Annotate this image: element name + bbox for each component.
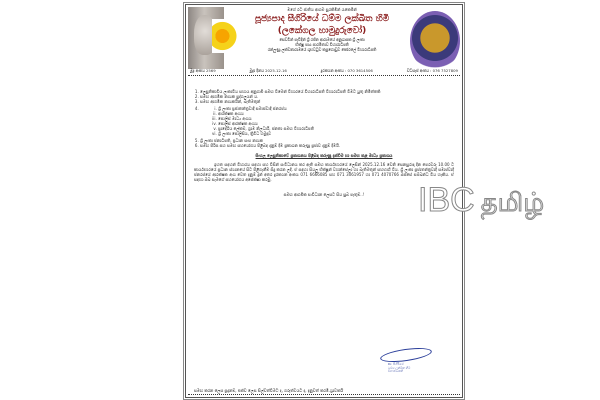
dharma-wheel-logo [212,19,238,53]
list-item: ii. ආරක්ෂක අංශය [218,111,454,116]
reference-number: මුද්‍ර අංකය 2569 [190,68,216,73]
letterhead-subtitle-1: සෙව්වින් පැවිදින් ශ්‍රී රජින ආරාමයේ අනුශාසක ශ්‍රී ලංකා [279,37,365,42]
recipient-list [194,89,454,148]
letterhead-title: පූජ්‍යපාද සීගිරියේ ධම්ම ලක්ඛිත හිමි [254,14,390,24]
list-item: vi. ශ්‍රී ලංකා පොලිසිය, ත්‍රිවිධ හමුදාව [218,131,454,136]
letterhead-subtitle-3: රන්ලුණු ලක්වනාරාමයේ ශුභවටුව කපුගොඩුව කෝරලේ විහාරාධිපති [267,47,377,52]
stamp-line: Dr. සීගිරියේ [388,362,404,366]
phone-number: දුරකථන අංකය : 070 3614506 [320,68,373,73]
letterhead-title-2: (ලකේගල හාමුදුරුවෝ) [277,26,367,36]
letterhead-subtitle-2: භික්ෂු පාඨ පාරමිතාව විහාරාධිපති [295,42,349,47]
signature-stamp [388,363,410,374]
temple-crest-logo [410,11,460,71]
letter-footer: සමඟ කරන ලෙස සූදානම්, එක්ව ලෙස සිල්වත්වීමට ද, ගරුත්වයට ද, දැනුවත් කරමි.ශ්‍රාවකයි [194,388,344,393]
letter-subject: සිංහල ලෙසුතිකාවේ ප්‍රකාශනය පිළිබඳ කරුණු දැක්වීම හා සමඟ කළ මාධ්‍ය ප්‍රකාශය [255,153,393,158]
list-item: i. 4. ශ්‍රී ලංකා ප්‍රජාතන්ත්‍රවාදී සමාජවාදී ජනරජය [218,106,454,111]
letter-meta [190,68,458,73]
list-item: v. ප්‍රාදේශීය ලේකම්, ග්‍රාම නිලධාරී, ජනතා සමඟ විහාරාධිපති [218,126,454,131]
sub-list [200,106,454,136]
watermark-tamil: தமிழ் [480,187,545,217]
letter-body [194,89,454,197]
list-item: 2. සමඟ ආගමික නායක පුද්ගලයන් ය. [200,94,454,99]
letterhead [236,7,408,52]
divider [188,75,460,76]
watermark-brand: IBC [418,181,475,219]
letter-paragraph: ඉහත සඳහන් විහාරය සඳහා සහ විසින් සංවිධානය කර ඇති සමඟ කාර්යභාරයේ ලෙසින් 2025.12.16 වෙනි සෙනසුරාදා දින පෙරවරු 10.00 ට කාර්යභාරයේ ප්‍රධාන ස්ථානයේ සිට පිළිගැනීම සිදු කරන ලදී. ඒ සඳහා සියලු භික්ෂූන් වහන්සේලා හා බැතිමතුන් සහභාගී විය. ශ්‍රී ලංකා ප්‍රජාතන්ත්‍රවාදී සමාජවාදී ජනරජයේ ආරක්ෂක අංශ වෙත දැනුම් දුන් අතර දුරකථන අංකය 071 6666085 සහ 071 3061957 හා 071 4070766 ඔස්සේ සම්බන්ධ විය හැකිය. ඒ සඳහා ඔබ සැමගේ සහයෝගය අපේක්ෂා කරමු. [194,162,454,182]
ibc-tamil-watermark [418,180,544,222]
list-item: 1. ලෙසුතිකාවිය ලංකාවිය සහාය අනුගාමී සමඟ වීමෙන් විහාරයේ විහාරාධිපති විහාරාධිපති වීමට යුතු නිමිත්තකි [200,89,454,94]
letter-date: මුද්‍රා දිනය 2025.12.16 [249,68,287,73]
letterhead-motto: මගේ රට ජාතිය ආගම සුරකිමින් රැකෙමින් [287,7,357,12]
footer-divider [188,394,460,399]
whatsapp-number: වට්සැප් අංකය : 076 7527809 [406,68,458,73]
list-item: 6. සමඟ පිරිස සහ සමඟ සහයෝගය පිළිබඳ දැනුම් දීම ප්‍රකාශන කරුණු ප්‍රජාව දැනුම් දීමයි. [200,143,454,148]
list-item: iii. පොලිස් මාධ්‍ය අංශය [218,116,454,121]
list-item [200,106,454,136]
list-item: iv. පොලිස් ආරක්ෂක අංශය [218,121,454,126]
stamp-line: විහාරාධිපති [388,369,403,374]
list-item: 3. සමඟ ආගමික නායකයින්, බැතිමතුන් [200,99,454,104]
signature [378,345,438,385]
list-item: 5. ශ්‍රී ලංකා ජනාධිපති, ප්‍රධාන සංඝ නායක [200,138,454,143]
stamp-line: ධම්ම ලක්ඛිත හිමි [388,365,411,370]
letter-closing: සමඟ ආගමික සංවිධාන ලෙසට සිය සුබ පැතුම්..! [283,192,365,197]
